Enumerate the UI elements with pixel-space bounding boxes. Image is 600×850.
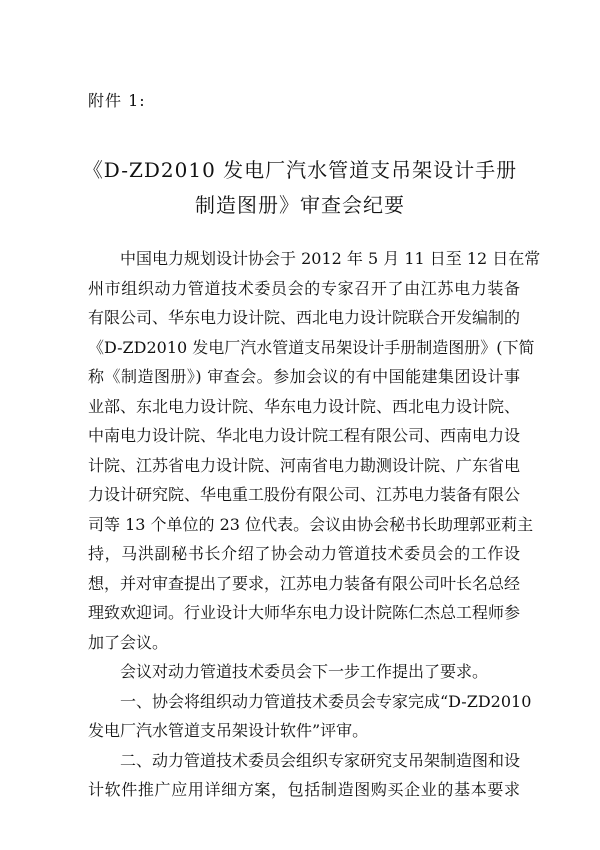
paragraph-1-line: 加了会议。 [88,632,169,652]
attachment-label: 附件 1: [88,91,146,110]
paragraph-1-line: 称《制造图册》) 审查会。参加会议的有中国能建集团设计事 [88,367,520,386]
document-title-line-2: 制造图册》审查会纪要 [195,193,405,217]
paragraph-1-line: 中国电力规划设计协会于 2012 年 5 月 11 日至 12 日在常 [120,249,541,268]
paragraph-1-line: 持，马洪副秘书长介绍了协会动力管道技术委员会的工作设 [88,544,520,563]
paragraph-1-line: 想，并对审查提出了要求，江苏电力装备有限公司叶长名总经 [88,573,521,593]
paragraph-1-line: 业部、东北电力设计院、华东电力设计院、西北电力设计院、 [88,396,521,416]
paragraph-4-line: 二、动力管道技术委员会组织专家研究支吊架制造图和设 [120,750,521,770]
paragraph-2-line: 会议对动力管道技术委员会下一步工作提出了要求。 [120,662,489,681]
paragraph-1-line: 力设计研究院、华电重工股份有限公司、江苏电力装备有限公 [88,485,521,504]
paragraph-1-line: 州市组织动力管道技术委员会的专家召开了由江苏电力装备 [88,278,520,298]
paragraph-1-line: 理致欢迎词。行业设计大师华东电力设计院陈仁杰总工程师参 [88,603,521,622]
body-text [88,244,541,805]
paragraph-1-line: 司等 13 个单位的 23 位代表。会议由协会秘书长助理郭亚莉主 [88,514,534,534]
paragraph-3-line: 发电厂汽水管道支吊架设计软件”评审。 [88,721,369,740]
paragraph-3-line: 一、协会将组织动力管道技术委员会专家完成“D-ZD2010 [120,691,532,711]
paragraph-1-line: 《D-ZD2010 发电厂汽水管道支吊架设计手册制造图册》(下简 [88,337,535,357]
paragraph-1-line: 有限公司、华东电力设计院、西北电力设计院联合开发编制的 [88,308,521,327]
paragraph-1-line: 中南电力设计院、华北电力设计院工程有限公司、西南电力设 [88,426,521,445]
paragraph-1-line: 计院、江苏省电力设计院、河南省电力勘测设计院、广东省电 [88,455,521,475]
paragraph-4-line: 计软件推广应用详细方案，包括制造图购买企业的基本要求 [88,780,520,799]
document-title-line-1: 《D-ZD2010 发电厂汽水管道支吊架设计手册 [82,158,518,182]
